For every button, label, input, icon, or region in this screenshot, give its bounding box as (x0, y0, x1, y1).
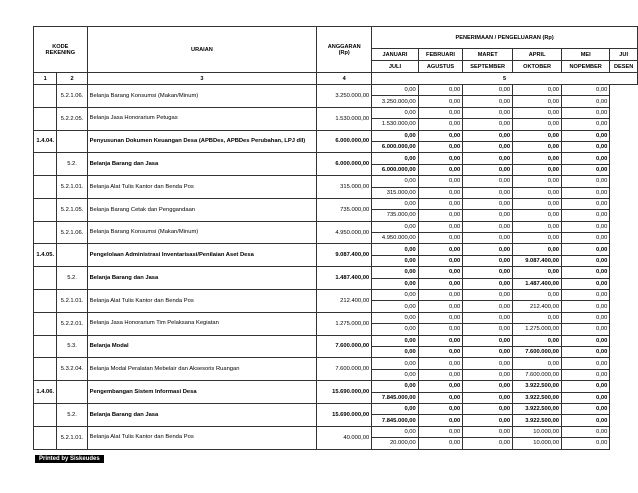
month-value: 0,00 (463, 403, 513, 414)
month-value: 0,00 (562, 369, 610, 380)
month-value: 0,00 (513, 244, 562, 255)
month-value: 0,00 (372, 85, 419, 96)
month-value: 0,00 (513, 130, 562, 141)
month-value: 0,00 (463, 301, 513, 312)
month-value: 7.845.000,00 (372, 415, 419, 426)
anggaran-cell: 15.690.000,00 (317, 381, 372, 404)
kode-level1 (34, 107, 57, 130)
month-value: 3.250.000,00 (372, 96, 419, 107)
month-header-bottom-2: SEPTEMBER (463, 61, 513, 73)
month-value: 1.487.400,00 (513, 278, 562, 289)
anggaran-cell: 7.600.000,00 (317, 358, 372, 381)
month-value: 0,00 (418, 358, 463, 369)
kode-level1 (34, 153, 57, 176)
month-value: 0,00 (513, 119, 562, 130)
month-value: 0,00 (418, 312, 463, 323)
table-row (34, 381, 638, 392)
kode-level1 (34, 198, 57, 221)
month-value: 0,00 (463, 335, 513, 346)
month-value: 7.600.000,00 (513, 369, 562, 380)
month-value: 0,00 (372, 221, 419, 232)
table-row (34, 221, 638, 232)
month-value: 0,00 (418, 233, 463, 244)
month-value: 0,00 (418, 221, 463, 232)
anggaran-cell: 1.275.000,00 (317, 312, 372, 335)
month-value: 3.922.500,00 (513, 403, 562, 414)
kode-level2: 5.3.2.04. (57, 358, 87, 381)
month-value: 0,00 (513, 233, 562, 244)
month-value: 0,00 (463, 153, 513, 164)
month-value: 0,00 (562, 358, 610, 369)
table-row (34, 107, 638, 118)
month-value: 20.000,00 (372, 438, 419, 449)
month-value: 0,00 (562, 255, 610, 266)
month-value: 0,00 (372, 255, 419, 266)
printed-by-label: Printed by Siskeudes (35, 455, 104, 463)
month-value: 0,00 (463, 312, 513, 323)
uraian-cell: Belanja Modal (87, 335, 317, 358)
month-value: 0,00 (372, 130, 419, 141)
month-header-3: APRIL (513, 49, 562, 61)
uraian-cell: Penyusunan Dokumen Keuangan Desa (APBDes, APBDes Perubahan, LPJ dll) (87, 130, 317, 153)
month-value: 0,00 (562, 141, 610, 152)
month-value: 0,00 (562, 290, 610, 301)
anggaran-cell: 315.000,00 (317, 176, 372, 199)
month-value: 0,00 (562, 221, 610, 232)
kode-level2: 5.3. (57, 335, 87, 358)
month-value: 0,00 (463, 164, 513, 175)
month-value: 0,00 (418, 141, 463, 152)
month-value: 0,00 (513, 267, 562, 278)
month-value: 0,00 (463, 85, 513, 96)
month-value: 0,00 (463, 141, 513, 152)
table-row (34, 358, 638, 369)
month-value: 0,00 (562, 210, 610, 221)
month-value: 0,00 (562, 415, 610, 426)
month-value: 0,00 (513, 221, 562, 232)
uraian-cell: Belanja Barang dan Jasa (87, 403, 317, 426)
kode-level2: 5.2.2.05. (57, 107, 87, 130)
month-value: 0,00 (513, 164, 562, 175)
month-value: 0,00 (418, 107, 463, 118)
column-number-row (34, 73, 638, 85)
month-value: 0,00 (513, 176, 562, 187)
month-value: 0,00 (463, 187, 513, 198)
uraian-cell: Belanja Alat Tulis Kantor dan Benda Pos (87, 426, 317, 449)
anggaran-cell: 735.000,00 (317, 198, 372, 221)
month-value: 9.087.400,00 (513, 255, 562, 266)
month-value: 0,00 (463, 324, 513, 335)
penerimaan-header: PENERIMAAN / PENGELUARAN (Rp) (372, 27, 638, 49)
month-value: 0,00 (562, 324, 610, 335)
month-value: 0,00 (372, 426, 419, 437)
month-value: 0,00 (562, 107, 610, 118)
month-value: 0,00 (463, 369, 513, 380)
budget-table (33, 26, 638, 450)
uraian-cell: Belanja Barang Konsumsi (Makan/Minum) (87, 221, 317, 244)
month-value: 3.922.500,00 (513, 381, 562, 392)
month-value: 0,00 (463, 290, 513, 301)
kode-level2 (57, 381, 87, 404)
month-value: 0,00 (562, 392, 610, 403)
month-value: 0,00 (463, 392, 513, 403)
month-value: 0,00 (463, 96, 513, 107)
month-value: 0,00 (513, 187, 562, 198)
month-header-bottom-0: JULI (372, 61, 419, 73)
month-value: 0,00 (513, 96, 562, 107)
month-value: 0,00 (418, 392, 463, 403)
month-value: 735.000,00 (372, 210, 419, 221)
month-value: 0,00 (372, 290, 419, 301)
month-value: 0,00 (463, 210, 513, 221)
month-value: 0,00 (418, 369, 463, 380)
col-num-2: 2 (57, 73, 87, 85)
month-value: 0,00 (418, 381, 463, 392)
month-value: 0,00 (513, 198, 562, 209)
table-row (34, 85, 638, 96)
month-value: 0,00 (463, 244, 513, 255)
month-value: 0,00 (463, 267, 513, 278)
month-value: 6.000.000,00 (372, 141, 419, 152)
month-value: 0,00 (418, 119, 463, 130)
month-value: 0,00 (418, 210, 463, 221)
month-header-1: FEBRUARI (418, 49, 463, 61)
month-value: 0,00 (463, 278, 513, 289)
month-value: 7.845.000,00 (372, 392, 419, 403)
kode-level2: 5.2.1.06. (57, 85, 87, 108)
uraian-cell: Belanja Alat Tulis Kantor dan Benda Pos (87, 290, 317, 313)
month-value: 0,00 (418, 267, 463, 278)
table-row (34, 198, 638, 209)
col-num-3: 3 (87, 73, 317, 85)
month-value: 6.000.000,00 (372, 164, 419, 175)
month-value: 212.400,00 (513, 301, 562, 312)
month-header-bottom-4: NOPEMBER (562, 61, 610, 73)
month-value: 0,00 (562, 301, 610, 312)
month-value: 1.275.000,00 (513, 324, 562, 335)
month-value: 0,00 (562, 381, 610, 392)
month-value: 0,00 (372, 381, 419, 392)
month-value: 0,00 (562, 403, 610, 414)
month-value: 0,00 (418, 176, 463, 187)
anggaran-cell: 40.000,00 (317, 426, 372, 449)
month-value: 0,00 (463, 346, 513, 357)
month-value: 0,00 (372, 369, 419, 380)
month-value: 0,00 (372, 335, 419, 346)
month-value: 0,00 (418, 164, 463, 175)
month-header-4: MEI (562, 49, 610, 61)
month-value: 0,00 (372, 358, 419, 369)
month-value: 0,00 (372, 153, 419, 164)
month-value: 0,00 (372, 278, 419, 289)
kode-rekening-header: KODE REKENING (34, 27, 88, 73)
month-value: 0,00 (562, 278, 610, 289)
kode-level2: 5.2.1.05. (57, 198, 87, 221)
kode-level1 (34, 358, 57, 381)
budget-rows (34, 85, 638, 450)
kode-level1 (34, 176, 57, 199)
uraian-cell: Pengembangan Sistem Informasi Desa (87, 381, 317, 404)
month-value: 0,00 (372, 403, 419, 414)
month-value: 0,00 (418, 415, 463, 426)
uraian-cell: Pengelolaan Administrasi Inventarisasi/Penilaian Aset Desa (87, 244, 317, 267)
table-row (34, 153, 638, 164)
table-row (34, 290, 638, 301)
kode-level2 (57, 130, 87, 153)
month-value: 0,00 (372, 312, 419, 323)
month-header-bottom-1: AGUSTUS (418, 61, 463, 73)
month-value: 0,00 (562, 312, 610, 323)
month-value: 0,00 (463, 119, 513, 130)
table-row (34, 176, 638, 187)
kode-level2: 5.2.1.01. (57, 426, 87, 449)
anggaran-header: ANGGARAN (Rp) (317, 27, 372, 73)
kode-level2: 5.2.2.01. (57, 312, 87, 335)
month-value: 10.000,00 (513, 438, 562, 449)
month-value: 0,00 (463, 221, 513, 232)
kode-level2: 5.2.1.01. (57, 290, 87, 313)
col-num-4: 4 (317, 73, 372, 85)
anggaran-cell: 9.087.400,00 (317, 244, 372, 267)
month-value: 0,00 (513, 107, 562, 118)
month-value: 315.000,00 (372, 187, 419, 198)
month-value: 0,00 (372, 198, 419, 209)
anggaran-cell: 7.600.000,00 (317, 335, 372, 358)
month-value: 0,00 (463, 415, 513, 426)
month-value: 0,00 (562, 267, 610, 278)
anggaran-cell: 1.530.000,00 (317, 107, 372, 130)
kode-level2: 5.2. (57, 153, 87, 176)
month-value: 0,00 (513, 335, 562, 346)
month-header-5: JUI (610, 49, 638, 61)
kode-level2 (57, 244, 87, 267)
month-value: 0,00 (418, 403, 463, 414)
uraian-cell: Belanja Modal Peralatan Mebelair dan Aksesoris Ruangan (87, 358, 317, 381)
month-value: 0,00 (562, 164, 610, 175)
kode-level1 (34, 335, 57, 358)
month-value: 0,00 (463, 381, 513, 392)
anggaran-cell: 4.950.000,00 (317, 221, 372, 244)
kode-level1 (34, 312, 57, 335)
month-value: 4.950.000,00 (372, 233, 419, 244)
anggaran-cell: 212.400,00 (317, 290, 372, 313)
month-value: 0,00 (562, 119, 610, 130)
month-value: 0,00 (418, 426, 463, 437)
month-value: 0,00 (372, 346, 419, 357)
month-value: 0,00 (513, 290, 562, 301)
uraian-cell: Belanja Jasa Honorarium Petugas (87, 107, 317, 130)
table-row (34, 130, 638, 141)
table-row (34, 267, 638, 278)
month-value: 0,00 (513, 153, 562, 164)
month-value: 0,00 (562, 85, 610, 96)
month-value: 0,00 (418, 85, 463, 96)
anggaran-cell: 3.250.000,00 (317, 85, 372, 108)
month-value: 10.000,00 (513, 426, 562, 437)
uraian-cell: Belanja Jasa Honorarium Tim Pelaksana Kegiatan (87, 312, 317, 335)
month-value: 0,00 (562, 198, 610, 209)
kode-level1: 1.4.05. (34, 244, 57, 267)
month-value: 0,00 (562, 187, 610, 198)
month-value: 0,00 (463, 130, 513, 141)
anggaran-cell: 15.690.000,00 (317, 403, 372, 426)
month-value: 0,00 (463, 255, 513, 266)
month-value: 0,00 (562, 346, 610, 357)
month-value: 0,00 (562, 438, 610, 449)
month-value: 0,00 (463, 176, 513, 187)
month-value: 0,00 (463, 438, 513, 449)
anggaran-cell: 6.000.000,00 (317, 153, 372, 176)
month-value: 0,00 (372, 301, 419, 312)
month-value: 0,00 (418, 198, 463, 209)
month-value: 0,00 (372, 267, 419, 278)
uraian-cell: Belanja Alat Tulis Kantor dan Benda Pos (87, 176, 317, 199)
col-num-5: 5 (372, 73, 638, 85)
table-row (34, 312, 638, 323)
month-header-0: JANUARI (372, 49, 419, 61)
month-value: 0,00 (372, 107, 419, 118)
month-value: 0,00 (418, 130, 463, 141)
month-value: 0,00 (513, 358, 562, 369)
month-header-2: MARET (463, 49, 513, 61)
month-value: 7.600.000,00 (513, 346, 562, 357)
kode-level1 (34, 85, 57, 108)
kode-level1 (34, 290, 57, 313)
anggaran-cell: 6.000.000,00 (317, 130, 372, 153)
month-value: 0,00 (418, 278, 463, 289)
month-value: 0,00 (418, 335, 463, 346)
month-value: 0,00 (513, 141, 562, 152)
month-value: 0,00 (418, 324, 463, 335)
month-value: 0,00 (418, 187, 463, 198)
month-value: 0,00 (418, 255, 463, 266)
month-value: 1.530.000,00 (372, 119, 419, 130)
month-value: 0,00 (418, 96, 463, 107)
month-header-bottom-3: OKTOBER (513, 61, 562, 73)
month-value: 0,00 (372, 176, 419, 187)
month-value: 0,00 (562, 426, 610, 437)
month-value: 0,00 (463, 107, 513, 118)
month-value: 3.922.500,00 (513, 415, 562, 426)
kode-level2: 5.2. (57, 403, 87, 426)
month-value: 0,00 (418, 301, 463, 312)
month-value: 0,00 (418, 438, 463, 449)
anggaran-cell: 1.487.400,00 (317, 267, 372, 290)
month-value: 0,00 (372, 324, 419, 335)
month-value: 0,00 (513, 210, 562, 221)
kode-level1: 1.4.06. (34, 381, 57, 404)
month-value: 0,00 (463, 358, 513, 369)
uraian-cell: Belanja Barang dan Jasa (87, 267, 317, 290)
kode-level2: 5.2.1.01. (57, 176, 87, 199)
kode-level1 (34, 221, 57, 244)
month-header-bottom-5: DESEN (610, 61, 638, 73)
month-value: 0,00 (513, 85, 562, 96)
month-value: 3.922.500,00 (513, 392, 562, 403)
uraian-cell: Belanja Barang Cetak dan Penggandaan (87, 198, 317, 221)
table-row (34, 403, 638, 414)
month-value: 0,00 (562, 335, 610, 346)
month-value: 0,00 (418, 244, 463, 255)
month-value: 0,00 (562, 176, 610, 187)
kode-level2: 5.2.1.06. (57, 221, 87, 244)
month-value: 0,00 (463, 426, 513, 437)
month-value: 0,00 (463, 233, 513, 244)
month-value: 0,00 (562, 153, 610, 164)
month-value: 0,00 (562, 233, 610, 244)
kode-level1 (34, 426, 57, 449)
kode-level1 (34, 403, 57, 426)
table-row (34, 244, 638, 255)
month-value: 0,00 (562, 130, 610, 141)
month-value: 0,00 (513, 312, 562, 323)
budget-report-sheet (33, 26, 638, 450)
month-value: 0,00 (372, 244, 419, 255)
month-value: 0,00 (463, 198, 513, 209)
month-value: 0,00 (562, 96, 610, 107)
month-value: 0,00 (418, 346, 463, 357)
table-row (34, 335, 638, 346)
uraian-cell: Belanja Barang dan Jasa (87, 153, 317, 176)
table-row (34, 426, 638, 437)
col-num-1: 1 (34, 73, 57, 85)
uraian-header: URAIAN (87, 27, 317, 73)
uraian-cell: Belanja Barang Konsumsi (Makan/Minum) (87, 85, 317, 108)
month-value: 0,00 (562, 244, 610, 255)
kode-level2: 5.2. (57, 267, 87, 290)
kode-level1 (34, 267, 57, 290)
kode-level1: 1.4.04. (34, 130, 57, 153)
month-value: 0,00 (418, 290, 463, 301)
month-value: 0,00 (418, 153, 463, 164)
